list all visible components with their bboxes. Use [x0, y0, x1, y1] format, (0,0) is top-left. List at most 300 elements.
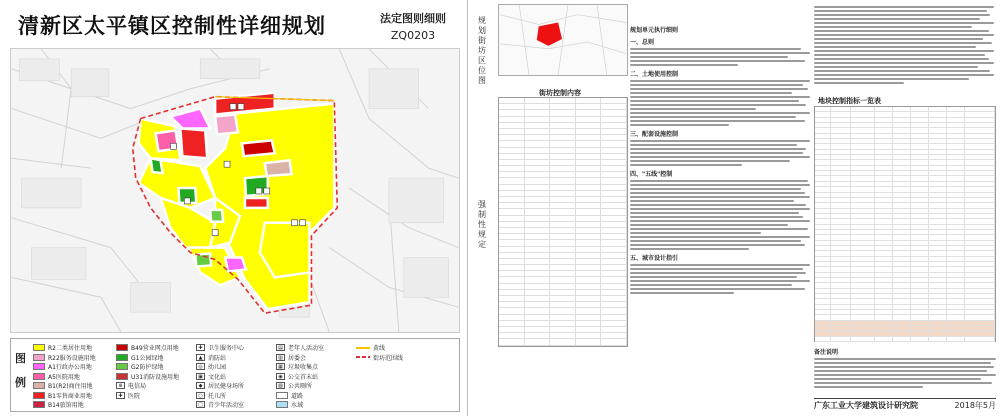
table-cell [831, 299, 851, 303]
table-cell [893, 331, 911, 335]
table-cell [965, 289, 995, 293]
legend-item [116, 362, 179, 372]
table-cell [911, 225, 929, 229]
table-cell [947, 294, 965, 298]
table-cell [831, 230, 851, 234]
table-cell [893, 219, 911, 223]
footer [814, 398, 996, 412]
table-cell [947, 139, 965, 143]
location-map[interactable] [498, 4, 628, 76]
table-cell [875, 289, 893, 293]
table-cell [851, 251, 875, 255]
location-map-label: 规划街坊区位图 [478, 16, 486, 85]
table-cell [875, 187, 893, 191]
legend-facility-col2 [276, 343, 324, 410]
swatch [116, 344, 128, 351]
table-cell [815, 331, 831, 335]
table-cell [875, 310, 893, 314]
legend-label: 道路 [291, 392, 304, 400]
table-cell [875, 160, 893, 164]
table-cell [875, 209, 893, 213]
legend-item [276, 343, 324, 353]
legend-item [196, 400, 244, 410]
table-cell [929, 171, 947, 175]
table-cell [831, 278, 851, 282]
table-cell [893, 273, 911, 277]
nursery-icon: ○ [196, 392, 205, 399]
control-table [498, 97, 628, 347]
table-cell [875, 262, 893, 266]
table-cell [875, 155, 893, 159]
table-cell [947, 182, 965, 186]
legend-label: U31消防设施用地 [131, 373, 180, 381]
table-cell [911, 134, 929, 138]
table-cell [875, 107, 893, 111]
legend-label: B1零售商业用地 [48, 392, 92, 400]
table-cell [893, 310, 911, 314]
plan-title: 清新区太平镇区控制性详细规划 [18, 14, 326, 38]
table-cell [815, 203, 831, 207]
legend-label: 文化站 [208, 373, 227, 381]
legend-label: 水域 [291, 402, 304, 410]
section-heading: 五、城市设计指引 [630, 255, 679, 262]
legend-item [276, 381, 324, 391]
table-cell [851, 337, 875, 341]
table-cell [875, 118, 893, 122]
table-cell [947, 257, 965, 261]
table-cell [947, 134, 965, 138]
table-cell [815, 241, 831, 245]
table-cell [815, 182, 831, 186]
table-cell [947, 219, 965, 223]
legend-label: 街坊范围线 [373, 354, 404, 362]
table-row [815, 337, 995, 342]
doc-code: ZQ0203 [390, 29, 436, 42]
table-cell [875, 182, 893, 186]
table-cell [851, 289, 875, 293]
table-cell [911, 198, 929, 202]
table-cell [893, 225, 911, 229]
table-cell [875, 150, 893, 154]
section-heading: 四、"五线"控制 [630, 171, 673, 178]
table-cell [831, 283, 851, 287]
table-cell [965, 203, 995, 207]
table-cell [911, 193, 929, 197]
table-cell [831, 107, 851, 111]
table-cell [947, 128, 965, 132]
table-cell [893, 246, 911, 250]
table-cell [929, 267, 947, 271]
swatch [33, 392, 45, 399]
table-cell [851, 160, 875, 164]
table-cell [815, 289, 831, 293]
location-map-svg [499, 5, 627, 75]
table-cell [965, 257, 995, 261]
service-zone [215, 115, 238, 135]
table-cell [965, 241, 995, 245]
table-cell [929, 187, 947, 191]
table-cell [831, 251, 851, 255]
legend-label: 青少年活动室 [208, 402, 245, 410]
section-heading: 一、总则 [630, 39, 655, 46]
table-cell [875, 235, 893, 239]
table-cell [851, 299, 875, 303]
table-cell [851, 214, 875, 218]
table-cell [851, 246, 875, 250]
table-cell [831, 144, 851, 148]
table-cell [929, 144, 947, 148]
table-cell [875, 278, 893, 282]
table-cell [851, 283, 875, 287]
table-cell [851, 331, 875, 335]
table-cell [947, 144, 965, 148]
table-cell [831, 235, 851, 239]
table-cell [947, 123, 965, 127]
control-table-title: 街坊控制内容 [539, 89, 581, 97]
table-cell [929, 123, 947, 127]
table-cell [893, 283, 911, 287]
table-cell [947, 107, 965, 111]
table-cell [965, 193, 995, 197]
legend-label: G2防护绿地 [131, 364, 164, 372]
table-cell [851, 134, 875, 138]
table-cell [815, 299, 831, 303]
table-cell [815, 262, 831, 266]
swatch [116, 363, 128, 370]
table-cell [851, 176, 875, 180]
table-cell [831, 331, 851, 335]
table-cell [831, 128, 851, 132]
legend-item [276, 391, 324, 401]
table-cell [893, 134, 911, 138]
table-cell [831, 203, 851, 207]
table-cell [851, 273, 875, 277]
table-cell [929, 289, 947, 293]
table-cell [893, 176, 911, 180]
table-cell [893, 155, 911, 159]
table-cell [815, 155, 831, 159]
committee-icon: ▥ [276, 354, 285, 361]
table-cell [875, 193, 893, 197]
table-cell [875, 230, 893, 234]
table-cell [947, 150, 965, 154]
table-cell [965, 283, 995, 287]
table-cell [947, 246, 965, 250]
table-cell [831, 305, 851, 309]
table-cell [815, 214, 831, 218]
table-cell [965, 182, 995, 186]
table-cell [815, 278, 831, 282]
table-cell [947, 305, 965, 309]
table-cell [815, 219, 831, 223]
legend-item [356, 353, 403, 363]
table-cell [851, 193, 875, 197]
table-cell [875, 267, 893, 271]
table-cell [947, 251, 965, 255]
road-icon [276, 392, 288, 399]
table-cell [947, 326, 965, 330]
commercial-zone [242, 140, 275, 156]
table-cell [893, 107, 911, 111]
legend-lines-col [356, 343, 403, 362]
table-cell [851, 230, 875, 234]
legend-label: R2二类居住用地 [48, 345, 92, 353]
table-cell [947, 187, 965, 191]
table-cell [929, 241, 947, 245]
table-cell [875, 214, 893, 218]
table-cell [947, 310, 965, 314]
table-cell [929, 225, 947, 229]
table-cell [965, 214, 995, 218]
table-cell [893, 198, 911, 202]
table-cell [947, 112, 965, 116]
table-cell [965, 326, 995, 330]
regulations-text [630, 22, 810, 414]
legend-label: 托儿所 [208, 392, 227, 400]
legend-item [116, 391, 179, 401]
legend-label: 电信局 [128, 383, 147, 391]
table-cell [893, 251, 911, 255]
table-cell [965, 150, 995, 154]
table-cell [893, 262, 911, 266]
block-line-icon [356, 356, 370, 358]
legend-label: 消防站 [208, 354, 227, 362]
table-cell [947, 214, 965, 218]
table-cell [815, 118, 831, 122]
table-cell [965, 219, 995, 223]
swatch [33, 373, 45, 380]
table-cell [965, 118, 995, 122]
legend-item [276, 353, 324, 363]
legend-item [116, 343, 179, 353]
table-cell [851, 267, 875, 271]
table-cell [893, 160, 911, 164]
table-cell [875, 305, 893, 309]
table-cell [815, 160, 831, 164]
table-cell [815, 209, 831, 213]
land-table-title: 地块控制指标一览表 [818, 97, 881, 105]
table-cell [893, 337, 911, 341]
table-cell [911, 305, 929, 309]
table-cell [831, 321, 851, 325]
commercial-zone [180, 128, 207, 158]
table-cell [911, 214, 929, 218]
table-cell [911, 219, 929, 223]
table-cell [875, 123, 893, 127]
legend-item [196, 362, 244, 372]
table-cell [929, 331, 947, 335]
table-cell [929, 166, 947, 170]
table-cell [929, 198, 947, 202]
table-cell [831, 310, 851, 314]
table-cell [965, 171, 995, 175]
table-cell [965, 246, 995, 250]
legend-item [276, 400, 324, 410]
table-cell [965, 262, 995, 266]
table-cell [893, 150, 911, 154]
table-cell [911, 166, 929, 170]
table-cell [911, 128, 929, 132]
table-cell [893, 166, 911, 170]
table-cell [911, 289, 929, 293]
table-cell [929, 251, 947, 255]
table-cell [965, 160, 995, 164]
table-cell [815, 166, 831, 170]
table-cell [965, 155, 995, 159]
swatch [33, 363, 45, 370]
legend-item [116, 381, 179, 391]
table-cell [947, 299, 965, 303]
legend-item [196, 391, 244, 401]
table-cell [911, 267, 929, 271]
table-cell [929, 246, 947, 250]
table-cell [851, 107, 875, 111]
table-cell [911, 118, 929, 122]
table-cell [947, 235, 965, 239]
table-cell [911, 283, 929, 287]
table-cell [965, 144, 995, 148]
table-cell [831, 118, 851, 122]
table-cell [815, 251, 831, 255]
legend-item [33, 400, 96, 410]
table-cell [875, 321, 893, 325]
table-cell [831, 160, 851, 164]
garbage-icon: ▦ [276, 363, 285, 370]
table-cell [815, 150, 831, 154]
table-cell [893, 144, 911, 148]
table-cell [911, 155, 929, 159]
table-cell [947, 176, 965, 180]
youth-center-icon: □ [196, 401, 205, 408]
table-cell [831, 193, 851, 197]
swatch [33, 382, 45, 389]
table-cell [929, 160, 947, 164]
table-cell [851, 321, 875, 325]
hospital-icon: ✚ [116, 392, 125, 399]
fire-station-icon: ▲ [196, 354, 205, 361]
table-cell [815, 337, 831, 341]
legend-label: R22服务设施用地 [48, 354, 96, 362]
table-cell [947, 155, 965, 159]
green-zone [151, 158, 163, 173]
table-cell [965, 273, 995, 277]
green-zone [210, 210, 223, 222]
table-cell [815, 225, 831, 229]
table-cell [875, 203, 893, 207]
remarks-heading: 备注说明 [814, 349, 839, 356]
swatch [116, 354, 128, 361]
table-cell [875, 251, 893, 255]
toilet-icon: ▧ [276, 382, 285, 389]
swatch [33, 401, 45, 408]
table-cell [911, 144, 929, 148]
table-cell [911, 209, 929, 213]
table-cell [851, 166, 875, 170]
kindergarten-icon: ◎ [196, 363, 205, 370]
table-cell [929, 193, 947, 197]
table-cell [815, 230, 831, 234]
table-cell [831, 315, 851, 319]
legend-item [196, 381, 244, 391]
table-cell [831, 246, 851, 250]
table-cell [947, 315, 965, 319]
table-cell [893, 235, 911, 239]
zoning-map[interactable] [10, 48, 460, 333]
table-cell [965, 112, 995, 116]
table-cell [893, 128, 911, 132]
table-cell [965, 267, 995, 271]
table-cell [893, 257, 911, 261]
organization-name: 广东工业大学建筑设计研究院 [814, 401, 918, 410]
table-cell [875, 144, 893, 148]
table-cell [831, 209, 851, 213]
table-cell [929, 321, 947, 325]
table-cell [831, 166, 851, 170]
legend-label: 公交首末站 [288, 373, 319, 381]
table-cell [911, 246, 929, 250]
legend-landuse-col1 [33, 343, 96, 410]
legend-item [33, 372, 96, 382]
table-cell [947, 166, 965, 170]
table-cell [815, 176, 831, 180]
service-zone [265, 160, 292, 176]
table-cell [911, 176, 929, 180]
table-cell [911, 235, 929, 239]
table-cell [947, 193, 965, 197]
table-cell [965, 209, 995, 213]
table-cell [851, 112, 875, 116]
table-cell [875, 331, 893, 335]
table-cell [929, 299, 947, 303]
table-cell [875, 219, 893, 223]
table-cell [831, 198, 851, 202]
table-cell [875, 134, 893, 138]
table-cell [831, 123, 851, 127]
table-cell [815, 326, 831, 330]
table-cell [851, 209, 875, 213]
legend-label: 居民健身场所 [208, 383, 245, 391]
table-cell [929, 150, 947, 154]
table-cell [947, 283, 965, 287]
legend-item [33, 353, 96, 363]
table-cell [929, 262, 947, 266]
table-cell [965, 134, 995, 138]
table-cell [911, 262, 929, 266]
table-cell [851, 187, 875, 191]
yellow-line-icon [356, 347, 370, 349]
table-cell [911, 230, 929, 234]
table-cell [815, 267, 831, 271]
table-cell [929, 107, 947, 111]
table-cell [851, 305, 875, 309]
table-cell [893, 123, 911, 127]
table-cell [851, 155, 875, 159]
table-cell [929, 230, 947, 234]
table-cell [947, 160, 965, 164]
table-cell [893, 294, 911, 298]
table-cell [911, 182, 929, 186]
table-cell [947, 171, 965, 175]
legend-item [356, 343, 403, 353]
table-cell [929, 326, 947, 330]
fitness-icon: ◆ [196, 382, 205, 389]
table-cell [851, 225, 875, 229]
table-cell [815, 257, 831, 261]
table-cell [831, 155, 851, 159]
table-cell [815, 123, 831, 127]
table-cell [815, 273, 831, 277]
table-cell [851, 144, 875, 148]
